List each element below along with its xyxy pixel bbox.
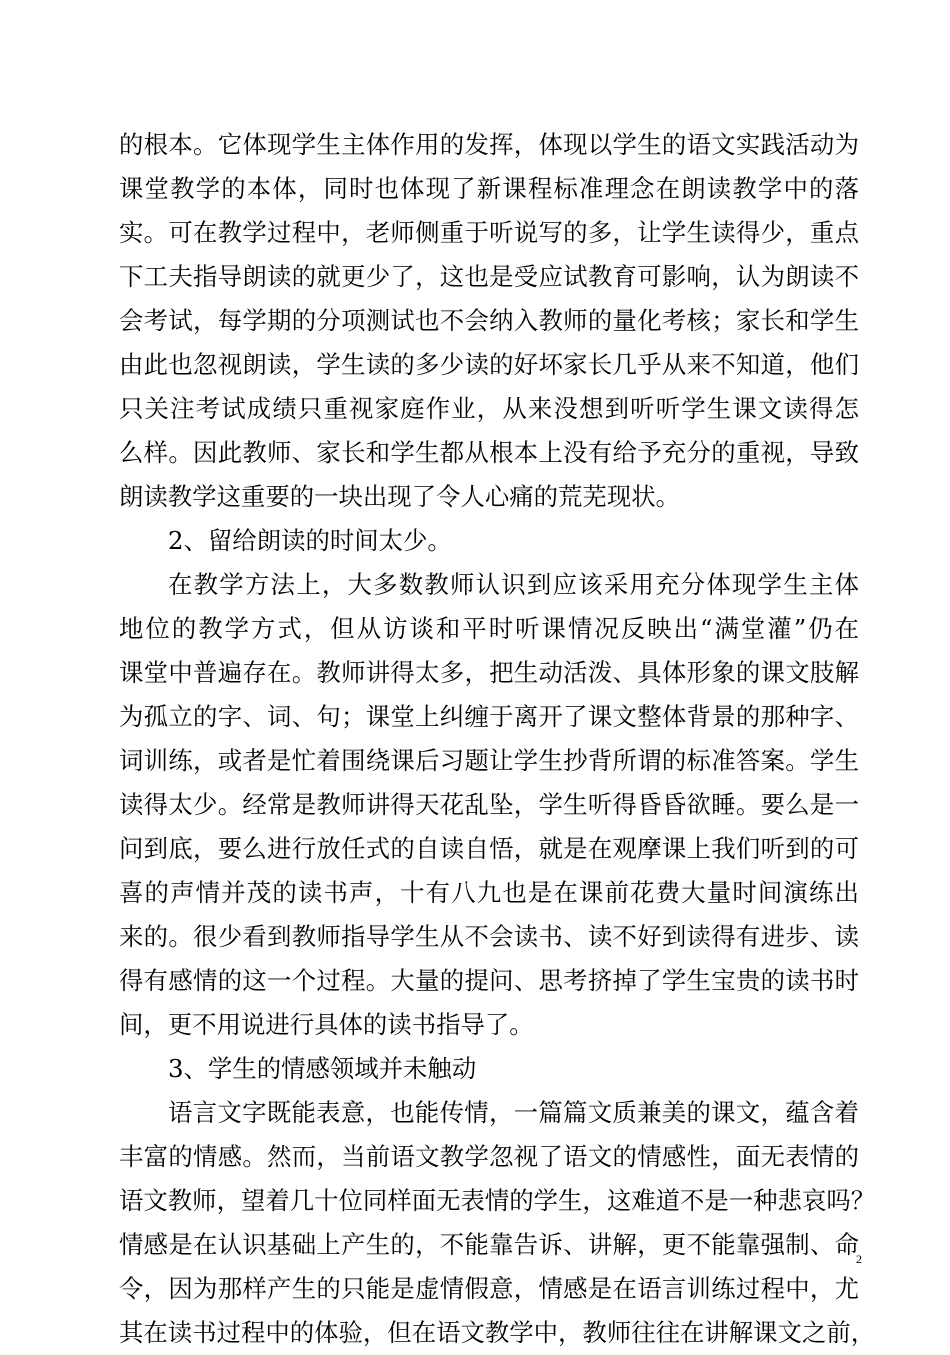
body-text-line: 由此也忽视朗读，学生读的多少读的好坏家长几乎从来不知道，他们	[119, 350, 859, 379]
section-heading: 3、学生的情感领域并未触动	[168, 1054, 477, 1083]
body-text-line: 丰富的情感。然而，当前语文教学忽视了语文的情感性，面无表情的	[119, 1142, 859, 1171]
page-number: 2	[856, 1252, 862, 1266]
section-heading: 2、留给朗读的时间太少。	[168, 526, 452, 555]
body-text-line: 得有感情的这一个过程。大量的提问、思考挤掉了学生宝贵的读书时	[119, 966, 859, 995]
body-text-line: 词训练，或者是忙着围绕课后习题让学生抄背所谓的标准答案。学生	[119, 746, 859, 775]
body-text-line: 只关注考试成绩只重视家庭作业，从来没想到听听学生课文读得怎	[119, 394, 859, 423]
body-text-line: 读得太少。经常是教师讲得天花乱坠，学生听得昏昏欲睡。要么是一	[119, 790, 859, 819]
body-text-line: 朗读教学这重要的一块出现了令人心痛的荒芜现状。	[119, 482, 680, 511]
paragraph-first-line: 在教学方法上，大多数教师认识到应该采用充分体现学生主体	[168, 570, 859, 599]
body-text-line: 会考试，每学期的分项测试也不会纳入教师的量化考核；家长和学生	[119, 306, 859, 335]
body-text-line: 语文教师，望着几十位同样面无表情的学生，这难道不是一种悲哀吗？	[119, 1186, 876, 1215]
body-text-line: 令，因为那样产生的只能是虚情假意，情感是在语言训练过程中，尤	[119, 1274, 859, 1303]
body-text-line: 地位的教学方式，但从访谈和平时听课情况反映出“满堂灌”仍在	[119, 614, 859, 643]
body-text-line: 间，更不用说进行具体的读书指导了。	[119, 1010, 534, 1039]
body-text-line: 来的。很少看到教师指导学生从不会读书、读不好到读得有进步、读	[119, 922, 859, 951]
body-text-line: 课堂教学的本体，同时也体现了新课程标准理念在朗读教学中的落	[119, 174, 859, 203]
body-text-line: 情感是在认识基础上产生的，不能靠告诉、讲解，更不能靠强制、命	[119, 1230, 859, 1259]
body-text-line: 课堂中普遍存在。教师讲得太多，把生动活泼、具体形象的课文肢解	[119, 658, 859, 687]
body-text-line: 实。可在教学过程中，老师侧重于听说写的多，让学生读得少，重点	[119, 218, 859, 247]
body-text-line: 为孤立的字、词、句；课堂上纠缠于离开了课文整体背景的那种字、	[119, 702, 859, 731]
body-text-line: 问到底，要么进行放任式的自读自悟，就是在观摩课上我们听到的可	[119, 834, 859, 863]
paragraph-first-line: 语言文字既能表意，也能传情，一篇篇文质兼美的课文，蕴含着	[168, 1098, 859, 1127]
body-text-line: 么样。因此教师、家长和学生都从根本上没有给予充分的重视，导致	[119, 438, 859, 467]
body-text-line: 其在读书过程中的体验，但在语文教学中，教师往往在讲解课文之前，	[119, 1318, 876, 1347]
body-text-line: 的根本。它体现学生主体作用的发挥，体现以学生的语文实践活动为	[119, 130, 859, 159]
body-text-line: 喜的声情并茂的读书声，十有八九也是在课前花费大量时间演练出	[119, 878, 859, 907]
body-text-line: 下工夫指导朗读的就更少了，这也是受应试教育可影响，认为朗读不	[119, 262, 859, 291]
